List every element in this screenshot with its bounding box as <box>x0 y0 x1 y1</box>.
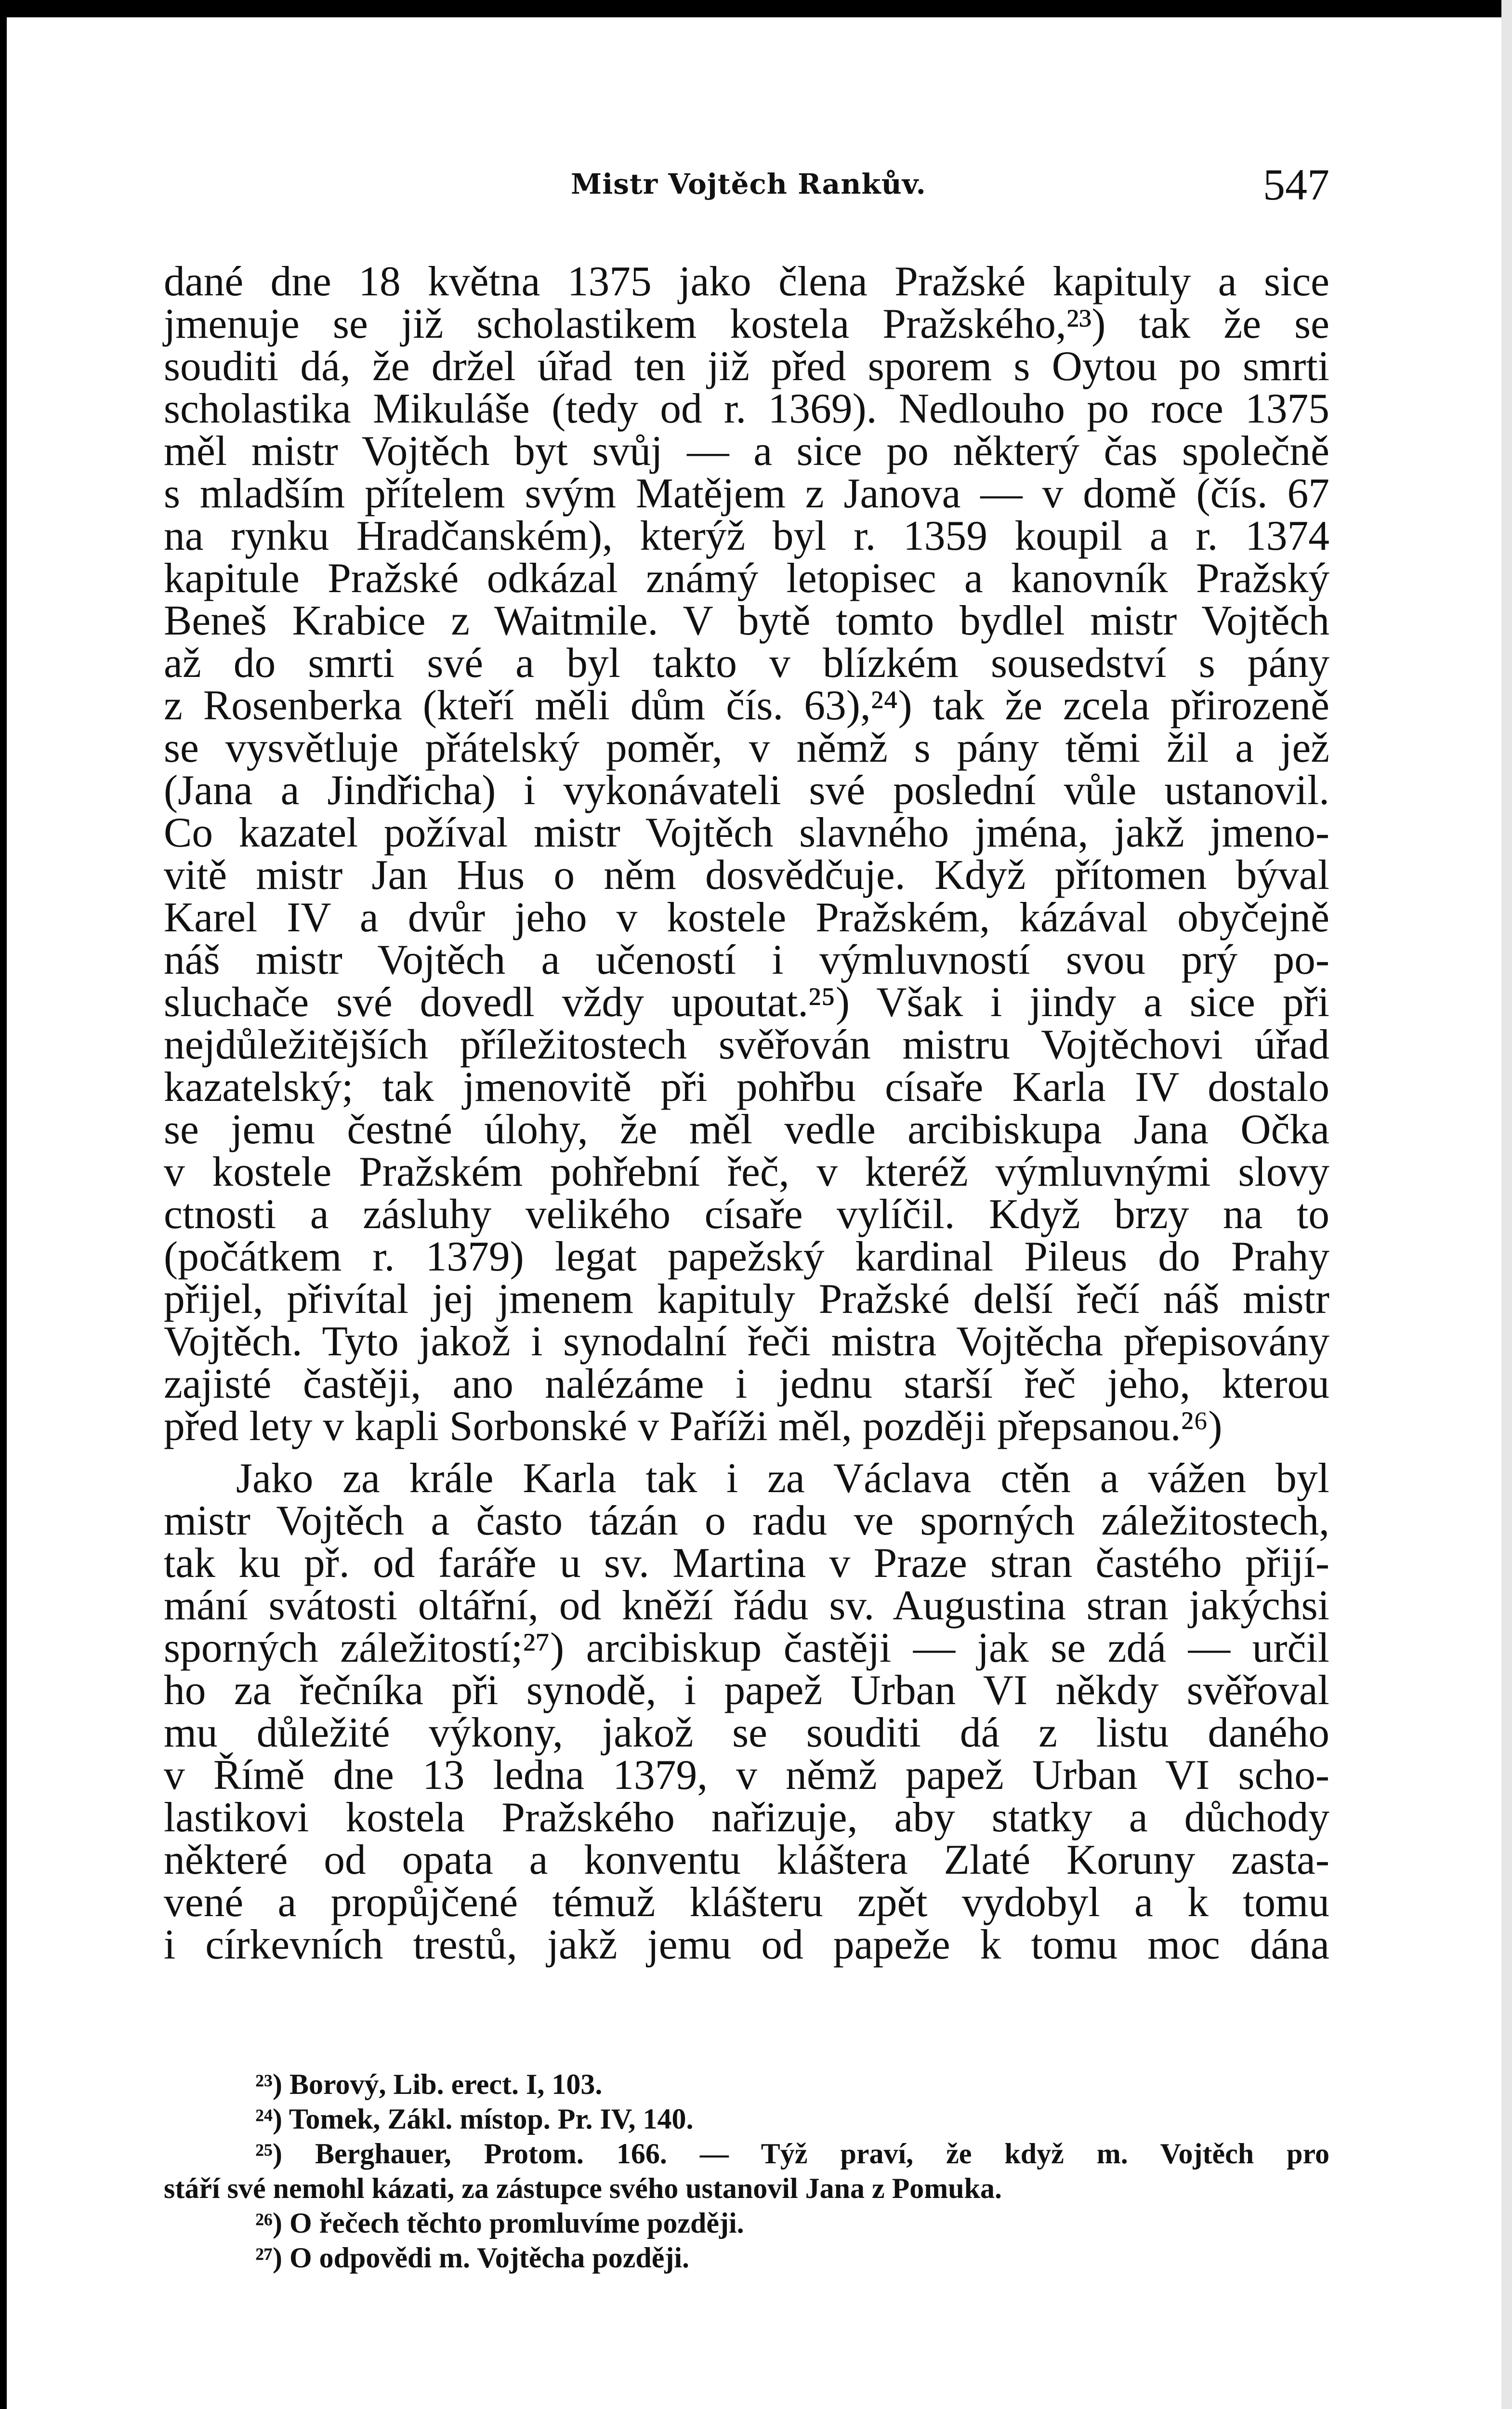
text-line: vené a propůjčené témuž klášteru zpět vydobyl a k tomu <box>164 1879 1329 1925</box>
text-line: lastikovi kostela Pražského nařizuje, aby statky a důchody <box>164 1794 1329 1840</box>
text-line: jmenuje se již scholastikem kostela Pražského,²³) tak že se <box>164 300 1329 347</box>
text-line: sluchače své dovedl vždy upoutat.²⁵) Však i jindy a sice při <box>164 979 1329 1025</box>
text-line: ctnosti a zásluhy velikého císaře vylíčil. Když brzy na to <box>164 1191 1329 1237</box>
text-line: se vysvětluje přátelský poměr, v němž s pány těmi žil a jež <box>164 724 1329 771</box>
text-line: Karel IV a dvůr jeho v kostele Pražském, kázával obyčejně <box>164 894 1329 940</box>
text-line: mistr Vojtěch a často tázán o radu ve sporných záležitostech, <box>164 1497 1329 1544</box>
text-line: před lety v kapli Sorbonské v Paříži měl, později přepsanou.²⁶) <box>164 1403 1223 1449</box>
text-line: mu důležité výkony, jakož se souditi dá z listu daného <box>164 1709 1329 1756</box>
text-line: (Jana a Jindřicha) i vykonávateli své poslední vůle ustanovil. <box>164 767 1329 813</box>
text-line: vitě mistr Jan Hus o něm dosvědčuje. Když přítomen býval <box>164 851 1329 898</box>
footnotes <box>164 2067 1329 2275</box>
text-line: z Rosenberka (kteří měli dům čís. 63),²⁴) tak že zcela přirozeně <box>164 682 1329 728</box>
text-line: se jemu čestné úlohy, že měl vedle arcibiskupa Jana Očka <box>164 1106 1329 1152</box>
text-line: souditi dá, že držel úřad ten již před sporem s Oytou po smrti <box>164 343 1329 389</box>
text-line: scholastika Mikuláše (tedy od r. 1369). Nedlouho po roce 1375 <box>164 385 1329 432</box>
text-line: kazatelský; tak jmenovitě při pohřbu císaře Karla IV dostalo <box>164 1063 1329 1110</box>
text-line: s mladším přítelem svým Matějem z Janova — v domě (čís. 67 <box>164 470 1329 516</box>
footnote: ²⁵) Berghauer, Protom. 166. — Týž praví, že když m. Vojtěch pro <box>255 2138 1329 2170</box>
running-title: Mistr Vojtěch Rankův. <box>571 168 926 200</box>
main-text <box>164 260 1329 1966</box>
text-line: v Římě dne 13 ledna 1379, v němž papež Urban VI scho- <box>164 1751 1329 1798</box>
text-line: v kostele Pražském pohřební řeč, v kteréž výmluvnými slovy <box>164 1148 1329 1195</box>
footnote: ²⁷) O odpovědi m. Vojtěcha později. <box>255 2242 689 2274</box>
footnote: ²⁶) O řečech těchto promluvíme později. <box>255 2207 744 2239</box>
scan-border-left <box>0 0 7 2409</box>
text-line: (počátkem r. 1379) legat papežský kardinal Pileus do Prahy <box>164 1233 1329 1280</box>
text-line: mání svátosti oltářní, od kněží řádu sv. Augustina stran jakýchsi <box>164 1582 1329 1628</box>
text-line: přijel, přivítal jej jmenem kapituly Pražské delší řečí náš mistr <box>164 1275 1329 1322</box>
text-line: měl mistr Vojtěch byt svůj — a sice po některý čas společně <box>164 427 1329 474</box>
text-line: nejdůležitějších příležitostech svěřován mistru Vojtěchovi úřad <box>164 1021 1329 1068</box>
text-line: na rynku Hradčanském), kterýž byl r. 1359 koupil a r. 1374 <box>164 512 1329 559</box>
page-number: 547 <box>1263 160 1329 209</box>
footnote: ²³) Borový, Lib. erect. I, 103. <box>255 2068 603 2100</box>
text-line: Vojtěch. Tyto jakož i synodalní řeči mistra Vojtěcha přepisovány <box>164 1318 1329 1364</box>
footnote-continuation: stáří své nemohl kázati, za zástupce svého ustanovil Jana z Pomuka. <box>164 2172 1002 2204</box>
text-line: Beneš Krabice z Waitmile. V bytě tomto bydlel mistr Vojtěch <box>164 597 1329 644</box>
text-line: ho za řečníka při synodě, i papež Urban VI někdy svěřoval <box>164 1667 1329 1713</box>
text-line: Co kazatel požíval mistr Vojtěch slavného jména, jakž jmeno- <box>164 809 1329 856</box>
text-line: dané dne 18 května 1375 jako člena Pražské kapituly a sice <box>164 258 1329 304</box>
footnote: ²⁴) Tomek, Zákl. místop. Pr. IV, 140. <box>255 2103 694 2135</box>
text-line: zajisté častěji, ano nalézáme i jednu starší řeč jeho, kterou <box>164 1360 1329 1407</box>
text-line: kapitule Pražské odkázal známý letopisec a kanovník Pražský <box>164 555 1329 601</box>
text-line: Jako za krále Karla tak i za Václava ctěn a vážen byl <box>236 1455 1329 1501</box>
scan-edge-right <box>1501 0 1512 2409</box>
text-line: sporných záležitostí;²⁷) arcibiskup častěji — jak se zdá — určil <box>164 1624 1329 1671</box>
page-header <box>164 159 1329 217</box>
text-line: i církevních trestů, jakž jemu od papeže k tomu moc dána <box>164 1921 1329 1968</box>
text-line: náš mistr Vojtěch a učeností i výmluvností svou prý po- <box>164 936 1329 983</box>
text-line: až do smrti své a byl takto v blízkém sousedství s pány <box>164 639 1329 686</box>
scan-border-top <box>0 0 1512 17</box>
text-line: tak ku př. od faráře u sv. Martina v Praze stran častého přijí- <box>164 1539 1329 1586</box>
text-line: některé od opata a konventu kláštera Zlaté Koruny zasta- <box>164 1836 1329 1883</box>
